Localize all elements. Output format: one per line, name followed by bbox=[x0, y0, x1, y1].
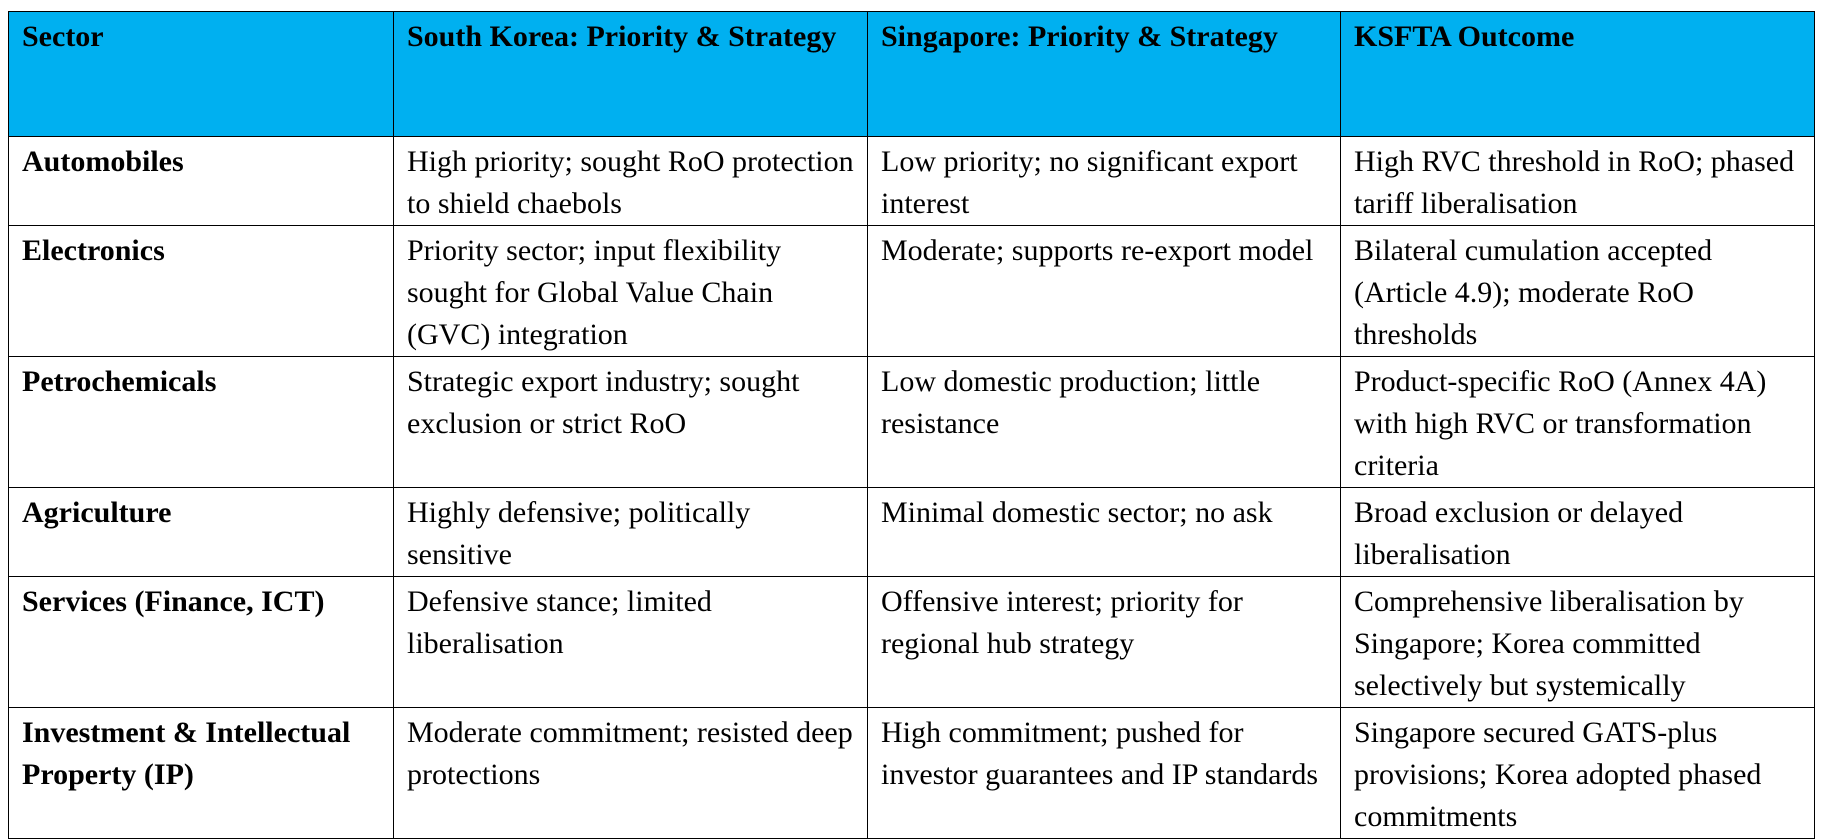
header-south-korea: South Korea: Priority & Strategy bbox=[394, 12, 868, 137]
table-header bbox=[9, 12, 1815, 137]
south-korea-cell: Defensive stance; limited liberalisation bbox=[394, 577, 868, 708]
singapore-cell: High commitment; pushed for investor guarantees and IP standards bbox=[868, 708, 1341, 839]
singapore-cell: Low priority; no significant export interest bbox=[868, 137, 1341, 226]
outcome-cell: High RVC threshold in RoO; phased tariff liberalisation bbox=[1341, 137, 1815, 226]
sector-cell: Electronics bbox=[9, 226, 394, 357]
south-korea-cell: High priority; sought RoO protection to shield chaebols bbox=[394, 137, 868, 226]
south-korea-cell: Highly defensive; politically sensitive bbox=[394, 488, 868, 577]
singapore-cell: Offensive interest; priority for regional hub strategy bbox=[868, 577, 1341, 708]
sector-cell: Services (Finance, ICT) bbox=[9, 577, 394, 708]
south-korea-cell: Moderate commitment; resisted deep protections bbox=[394, 708, 868, 839]
header-row bbox=[9, 12, 1815, 137]
table-row bbox=[9, 226, 1815, 357]
sector-cell: Petrochemicals bbox=[9, 357, 394, 488]
outcome-cell: Comprehensive liberalisation by Singapore; Korea committed selectively but systemically bbox=[1341, 577, 1815, 708]
outcome-cell: Product-specific RoO (Annex 4A) with high RVC or transformation criteria bbox=[1341, 357, 1815, 488]
table-row bbox=[9, 577, 1815, 708]
table-row bbox=[9, 708, 1815, 839]
outcome-cell: Singapore secured GATS-plus provisions; Korea adopted phased commitments bbox=[1341, 708, 1815, 839]
header-singapore: Singapore: Priority & Strategy bbox=[868, 12, 1341, 137]
sector-cell: Automobiles bbox=[9, 137, 394, 226]
outcome-cell: Broad exclusion or delayed liberalisation bbox=[1341, 488, 1815, 577]
sector-cell: Investment & Intellectual Property (IP) bbox=[9, 708, 394, 839]
singapore-cell: Low domestic production; little resistance bbox=[868, 357, 1341, 488]
table-row bbox=[9, 488, 1815, 577]
table-body bbox=[9, 137, 1815, 839]
header-sector: Sector bbox=[9, 12, 394, 137]
table-row bbox=[9, 357, 1815, 488]
header-ksfta-outcome: KSFTA Outcome bbox=[1341, 12, 1815, 137]
outcome-cell: Bilateral cumulation accepted (Article 4.9); moderate RoO thresholds bbox=[1341, 226, 1815, 357]
table-row bbox=[9, 137, 1815, 226]
singapore-cell: Minimal domestic sector; no ask bbox=[868, 488, 1341, 577]
sector-comparison-table bbox=[8, 11, 1815, 839]
south-korea-cell: Strategic export industry; sought exclusion or strict RoO bbox=[394, 357, 868, 488]
south-korea-cell: Priority sector; input flexibility sought for Global Value Chain (GVC) integration bbox=[394, 226, 868, 357]
sector-cell: Agriculture bbox=[9, 488, 394, 577]
singapore-cell: Moderate; supports re-export model bbox=[868, 226, 1341, 357]
